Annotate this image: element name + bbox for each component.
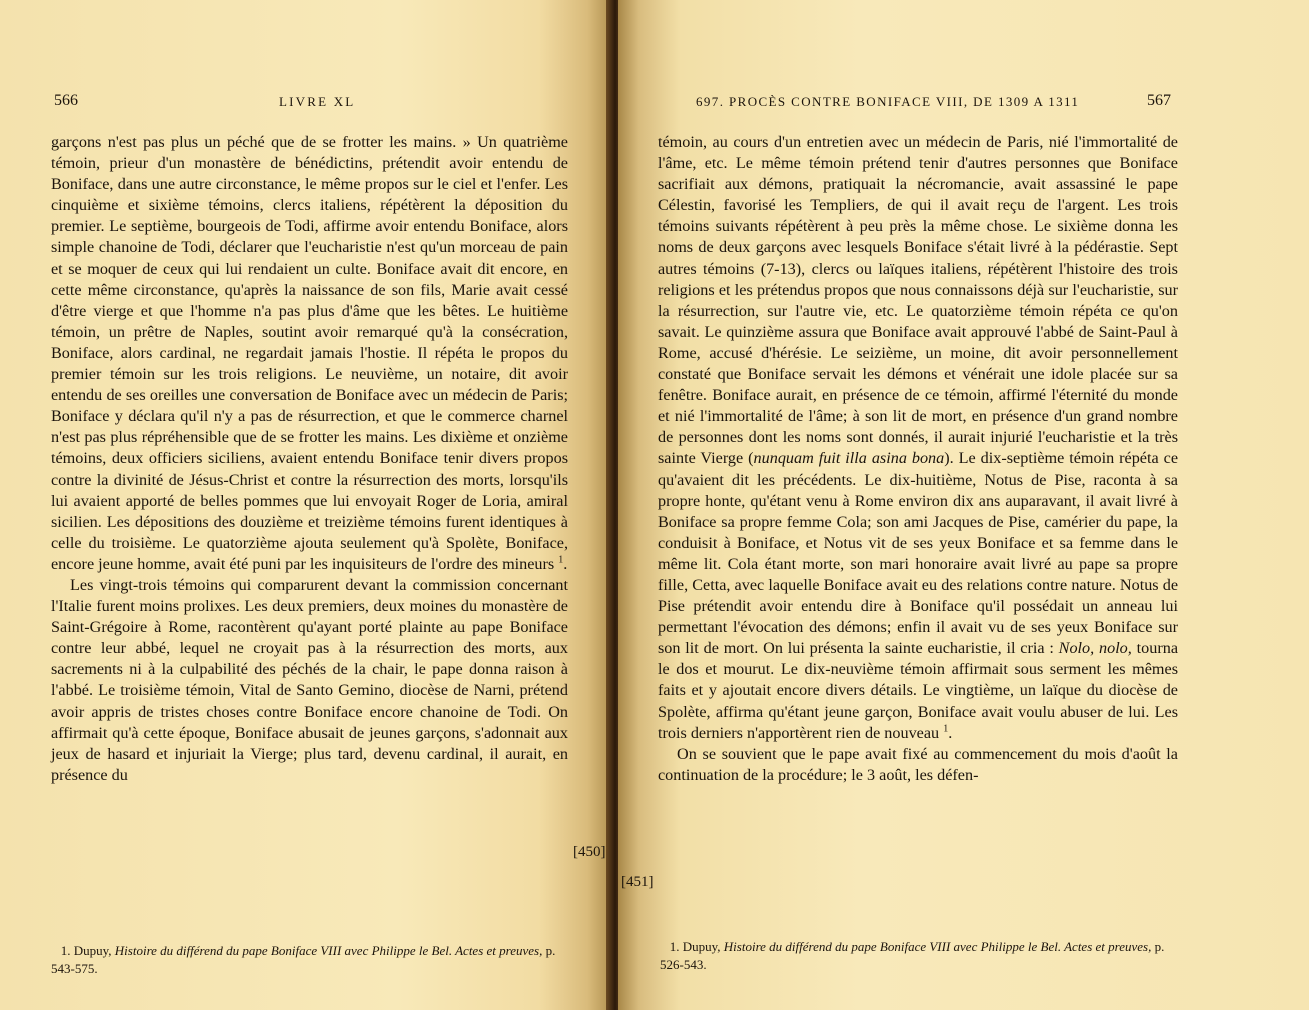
left-footnote-title: Histoire du différend du pape Boniface VIII avec Philippe le Bel. Actes et preuves, xyxy=(114,943,543,958)
right-paragraph-1: témoin, au cours d'un entretien avec un médecin de Paris, nié l'immortalité de l'âme, etc. Le même témoin prétend tenir d'autres personnes que Boniface sacrifiait aux démons, pratiquait la nécromancie, avait assassiné le pape Célestin, favorisé les Templiers, de qui il avait reçu de l'argent. Les trois témoins suivants répétèrent à peu près la même chose. Le sixième donna les noms de deux garçons avec lesquels Boniface s'était livré à la pédérastie. Sept autres témoins (7-13), clercs ou laïques italiens, répétèrent l'histoire des trois religions et les prétendus propos que nous connaissons déjà sur l'eucharistie, sur la résurrection, sur l'autre vie, etc. Le quatorzième témoin répéta ce qu'on savait. Le quinzième assura que Boniface avait approuvé l'abbé de Saint-Paul à Rome, accusé d'hérésie. Le seizième, un moine, dit avoir personnellement constaté que Boniface servait les démons et vénérait une idole placée sur sa fenêtre. Boniface aurait, en présence de ce témoin, affirmé l'éternité du monde et nié l'immortalité de l'âme; à son lit de mort, en présence d'un grand nombre de personnes dont les noms sont donnés, il aurait injurié l'eucharistie et la très sainte Vierge (nunquam fuit illa asina bona). Le dix-septième témoin répéta ce qu'avaient dit les précédents. Le dix-huitième, Notus de Pise, raconta à sa propre honte, qu'étant venu à Rome environ dix ans auparavant, il avait livré à Boniface sa propre femme Cola; son ami Jacques de Pise, camérier du pape, la conduisit à Boniface, et Notus vit de ses yeux Boniface et sa femme dans le même lit. Cola étant morte, son mari honoraire avait livré au pape sa propre fille, Cetta, avec laquelle Boniface avait eu des relations contre nature. Notus de Pise prétendit avoir entendu dire à Boniface qu'il possédait un anneau lui permettant l'évocation des démons; enfin il avait vu de ses yeux Boniface sur son lit de mort. On lui présenta la sainte eucharistie, il cria : Nolo, nolo, tourna le dos et mourut. Le dix-neuvième témoin affirmait sous serment les mêmes faits et y ajoutait encore divers détails. Le vingtième, un laïque du diocèse de Spolète, affirma qu'étant jeune garçon, Boniface avait voulu abuser de lui. Les trois derniers n'apportèrent rien de nouveau $^1$. xyxy=(658,133,1179,742)
right-paragraph-2: On se souvient que le pape avait fixé au commencement du mois d'août la continuation de la procédure; le 3 août, les défen- xyxy=(658,744,1178,784)
left-footnote-pages: p. 543-575. xyxy=(51,943,556,976)
right-margin-note: [451] xyxy=(621,874,654,890)
italic-quote: nunquam fuit illa asina bona xyxy=(753,449,945,468)
left-paragraph-1: garçons n'est pas plus un péché que de se frotter les mains. » Un quatrième témoin, prieur d'un monastère de bénédictins, prétendit avoir entendu de Boniface, dans une autre circonstance, le même propos sur le ciel et l'enfer. Les cinquième et sixième témoins, clercs italiens, répétèrent la déposition du premier. Le septième, bourgeois de Todi, affirme avoir entendu Boniface, alors simple chanoine de Todi, déclarer que l'eucharistie n'est qu'un morceau de pain et se moquer de ceux qui lui rendaient un culte. Boniface avait dit encore, en cette même circonstance, qu'après la naissance de son fils, Marie avait cessé d'être vierge et que l'homme n'a pas plus d'âme que les bêtes. Le huitième témoin, un prêtre de Naples, soutint avoir remarqué qu'à la consécration, Boniface, alors cardinal, ne regardait jamais l'hostie. Il répéta le propos du premier témoin sur les trois religions. Le neuvième, un notaire, dit avoir entendu de ses oreilles une conversation de Boniface avec un médecin de Paris; Boniface y déclara qu'il n'y a pas de résurrection, et que le commerce charnel n'est pas plus répréhensible que de se frotter les mains. Les dixième et onzième témoins, deux officiers siciliens, avaient entendu Boniface tenir divers propos contre la divinité de Jésus-Christ et contre la résurrection des morts, lorsqu'ils lui avaient apporté de belles pommes que lui envoyait Roger de Loria, amiral sicilien. Les dépositions des douzième et treizième témoins furent identiques à celle du troisième. Le quatorzième ajouta seulement qu'à Spolète, Boniface, encore jeune homme, avait été puni par les inquisiteurs de l'ordre des mineurs $^1$. xyxy=(51,133,568,573)
right-footnote-title: Histoire du différend du pape Boniface VIII avec Philippe le Bel. Actes et preuves, xyxy=(723,939,1152,954)
right-footnote xyxy=(660,938,1182,974)
left-footnote xyxy=(51,942,571,978)
footnote-ref: 1 xyxy=(943,723,949,735)
left-page xyxy=(0,0,612,1010)
right-running-head: 697. PROCÈS CONTRE BONIFACE VIII, DE 1309 A 1311 xyxy=(696,94,1080,109)
left-body-text xyxy=(51,132,568,786)
right-footnote-number: 1. Dupuy, xyxy=(669,939,721,954)
right-footnote-pages: p. 526-543. xyxy=(660,939,1165,972)
left-paragraph-2: Les vingt-trois témoins qui comparurent devant la commission concernant l'Italie furent moins prolixes. Les deux premiers, deux moines du monastère de Saint-Grégoire à Rome, racontèrent qu'ayant porté plainte au pape Boniface contre leur abbé, lequel ne croyait pas à la résurrection des morts, aux sacrements ni à la culpabilité des péchés de la chair, le pape donna raison à l'abbé. Le troisième témoin, Vital de Santo Gemino, diocèse de Narni, prétend avoir appris de tristes choses contre Boniface encore chanoine de Todi. On affirmait qu'à cette époque, Boniface abusait de jeunes garçons, s'adonnait aux jeux de hasard et injuriait la Vierge; plus tard, devenu cardinal, il aurait, en présence du xyxy=(51,575,568,784)
right-page xyxy=(618,0,1309,1010)
left-running-head: LIVRE XL xyxy=(279,94,356,109)
left-footnote-number: 1. Dupuy, xyxy=(60,943,112,958)
right-page-number: 567 xyxy=(1147,92,1171,109)
left-page-number: 566 xyxy=(54,92,78,109)
left-margin-note: [450] xyxy=(573,844,606,860)
right-body-text xyxy=(658,132,1178,786)
italic-nolo: Nolo, nolo, xyxy=(1058,639,1132,658)
footnote-ref: 1 xyxy=(558,554,564,566)
